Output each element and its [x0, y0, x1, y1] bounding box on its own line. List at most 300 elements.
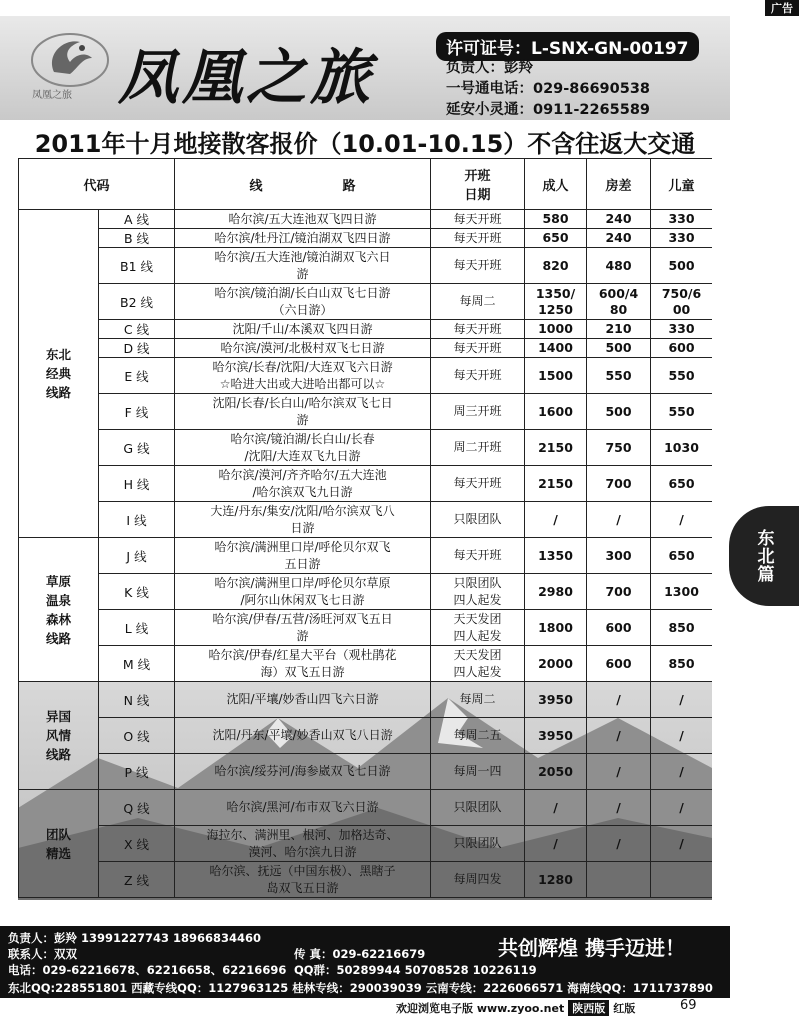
- schedule: [431, 646, 525, 682]
- cell-line: 00: [672, 301, 691, 317]
- edition-text: 红版: [613, 1002, 636, 1015]
- cell-line: 每周二五: [453, 728, 502, 742]
- cell-line: 游: [296, 266, 309, 281]
- cell-line: 只限团队: [453, 836, 502, 850]
- child-price: [651, 430, 712, 466]
- schedule: [431, 610, 525, 646]
- schedule: [431, 502, 525, 538]
- schedule: [431, 430, 525, 466]
- table-row: [19, 574, 713, 610]
- header-route: 线 路: [175, 159, 431, 210]
- route-name: [175, 502, 431, 538]
- table-row: [19, 466, 713, 502]
- route-name: [175, 229, 431, 248]
- schedule: [431, 284, 525, 320]
- table-row: [19, 682, 713, 718]
- cell-line: 550: [605, 367, 632, 383]
- line-code: P 线: [99, 754, 175, 790]
- route-name: [175, 790, 431, 826]
- cell-line: 600/4: [598, 285, 639, 301]
- table-row: [19, 358, 713, 394]
- child-price: [651, 284, 712, 320]
- cell-line: 线路: [45, 630, 71, 646]
- cell-line: ☆哈进大出或大进哈出都可以☆: [219, 376, 386, 391]
- cell-line: 480: [605, 257, 632, 273]
- table-row: [19, 646, 713, 682]
- route-name: [175, 610, 431, 646]
- room-diff: [587, 682, 651, 718]
- cell-line: 1400: [538, 340, 573, 355]
- room-diff: [587, 210, 651, 229]
- line-code: M 线: [99, 646, 175, 682]
- schedule: [431, 320, 525, 339]
- cell-line: 每周二: [459, 294, 496, 308]
- line-code: N 线: [99, 682, 175, 718]
- schedule: [431, 358, 525, 394]
- room-diff: [587, 538, 651, 574]
- cell-line: 600: [605, 655, 632, 671]
- line-code: H 线: [99, 466, 175, 502]
- cell-line: 海）双飞五日游: [260, 664, 345, 679]
- child-price: [651, 826, 712, 862]
- cell-line: 东北: [45, 347, 71, 362]
- room-diff: [587, 826, 651, 862]
- line-code: C 线: [99, 320, 175, 339]
- adult-price: [525, 339, 587, 358]
- cell-line: /: [553, 511, 558, 527]
- route-name: [175, 394, 431, 430]
- cell-line: 750/6: [661, 285, 702, 301]
- child-price: [651, 718, 712, 754]
- contact-manager: 负责人：彭羚: [446, 60, 533, 76]
- cell-line: 线路: [45, 385, 71, 400]
- cell-line: 500: [605, 403, 632, 419]
- adult-price: [525, 466, 587, 502]
- header-schedule: 开班 日期: [431, 159, 525, 210]
- schedule: [431, 826, 525, 862]
- footer-phones: 电话：029-62216678、62216658、62216696: [8, 963, 287, 977]
- cell-line: 只限团队: [453, 800, 502, 814]
- cell-line: 沈阳/长春/长白山/哈尔滨双飞七日: [212, 395, 393, 410]
- adult-price: [525, 210, 587, 229]
- price-table: [18, 158, 712, 898]
- adult-price: [525, 862, 587, 898]
- cell-line: 哈尔滨/满洲里口岸/呼伦贝尔双飞: [214, 539, 391, 554]
- adult-price: [525, 394, 587, 430]
- route-name: [175, 430, 431, 466]
- table-row: [19, 790, 713, 826]
- schedule: [431, 790, 525, 826]
- child-price: [651, 466, 712, 502]
- brand-title: 凤凰之旅: [118, 43, 374, 113]
- cell-line: 1600: [538, 403, 573, 419]
- schedule: [431, 210, 525, 229]
- cell-line: 3950: [538, 691, 573, 707]
- route-name: [175, 826, 431, 862]
- adult-price: [525, 682, 587, 718]
- cell-line: 四人起发: [453, 592, 502, 607]
- cell-line: 550: [668, 403, 695, 419]
- table-row: [19, 320, 713, 339]
- cell-line: 每天开班: [453, 211, 502, 226]
- cell-line: /: [679, 691, 684, 707]
- cell-line: 周二开班: [453, 440, 502, 454]
- schedule: [431, 339, 525, 358]
- footer-contact: 联系人：双双: [8, 947, 77, 961]
- cell-line: 210: [605, 321, 632, 336]
- footer-qq-lines: 东北QQ:228551801 西藏专线QQ：1127963125 桂林专线：290039039 云南专线：2226066571 海南线QQ：1711737890: [8, 981, 713, 995]
- cell-line: 哈尔滨/镜泊湖/长白山/长春: [230, 431, 375, 446]
- cell-line: 草原: [45, 573, 71, 589]
- cell-line: 线路: [45, 747, 71, 762]
- cell-line: /: [616, 799, 621, 815]
- child-price: [651, 210, 712, 229]
- table-row: [19, 339, 713, 358]
- cell-line: /哈尔滨双飞九日游: [252, 484, 353, 499]
- cell-line: 哈尔滨/黑河/布市双飞六日游: [226, 800, 379, 814]
- cell-line: 森林: [45, 611, 71, 627]
- cell-line: 2000: [538, 655, 573, 671]
- route-group: [19, 538, 99, 682]
- cell-line: 五日游: [284, 556, 321, 571]
- cell-line: 只限团队: [453, 575, 502, 590]
- cell-line: 1800: [538, 619, 573, 635]
- cell-line: 650: [668, 475, 695, 491]
- cell-line: 330: [668, 230, 695, 245]
- room-diff: [587, 229, 651, 248]
- cell-line: 哈尔滨/漠河/北极村双飞七日游: [220, 340, 385, 355]
- phoenix-logo-icon: [24, 24, 116, 112]
- route-name: [175, 538, 431, 574]
- ad-tag: 广告: [765, 0, 799, 16]
- room-diff: [587, 646, 651, 682]
- cell-line: /: [616, 727, 621, 743]
- line-code: O 线: [99, 718, 175, 754]
- schedule: [431, 862, 525, 898]
- contact-yanan: 延安小灵通：0911-2265589: [446, 102, 650, 118]
- line-code: J 线: [99, 538, 175, 574]
- header: [0, 16, 730, 120]
- line-code: F 线: [99, 394, 175, 430]
- cell-line: 1280: [538, 871, 573, 887]
- page-number: 69: [680, 998, 697, 1013]
- route-name: [175, 358, 431, 394]
- table-row: [19, 394, 713, 430]
- child-price: [651, 538, 712, 574]
- cell-line: 岛双飞五日游: [266, 880, 339, 895]
- cell-line: /沈阳/大连双飞九日游: [244, 448, 361, 463]
- cell-line: /: [679, 511, 684, 527]
- table-row: [19, 538, 713, 574]
- cell-line: 哈尔滨/镜泊湖/长白山双飞七日游: [214, 285, 391, 300]
- adult-price: [525, 826, 587, 862]
- child-price: [651, 862, 712, 898]
- room-diff: [587, 790, 651, 826]
- table-row: [19, 754, 713, 790]
- schedule: [431, 682, 525, 718]
- cell-line: 600: [668, 340, 695, 355]
- table-row: [19, 229, 713, 248]
- table-row: [19, 862, 713, 898]
- child-price: [651, 574, 712, 610]
- cell-line: 哈尔滨/五大连池/镜泊湖双飞六日: [214, 249, 391, 264]
- adult-price: [525, 754, 587, 790]
- cell-line: 哈尔滨、抚远（中国东极）、黑瞎子: [209, 863, 396, 878]
- room-diff: [587, 574, 651, 610]
- table-row: [19, 210, 713, 229]
- route-name: [175, 574, 431, 610]
- cell-line: 650: [542, 230, 569, 245]
- footer-qq-group: QQ群：50289944 50708528 10226119: [294, 963, 537, 977]
- cell-line: /: [553, 799, 558, 815]
- cell-line: /: [616, 835, 621, 851]
- cell-line: 哈尔滨/绥芬河/海参崴双飞七日游: [214, 764, 391, 778]
- table-row: [19, 284, 713, 320]
- cell-line: 1000: [538, 321, 573, 336]
- cell-line: 1030: [664, 439, 699, 455]
- route-group: [19, 210, 99, 538]
- child-price: [651, 502, 712, 538]
- line-code: B2 线: [99, 284, 175, 320]
- room-diff: [587, 718, 651, 754]
- cell-line: 沈阳/平壤/妙香山四飞六日游: [226, 692, 379, 706]
- route-name: [175, 320, 431, 339]
- table-row: [19, 610, 713, 646]
- schedule: [431, 718, 525, 754]
- cell-line: 哈尔滨/长春/沈阳/大连双飞六日游: [212, 359, 393, 374]
- schedule: [431, 754, 525, 790]
- footer-slogan: 共创辉煌 携手迈进！: [498, 936, 685, 960]
- cell-line: /: [553, 835, 558, 851]
- cell-line: 经典: [45, 366, 71, 381]
- room-diff: [587, 502, 651, 538]
- license-number: 许可证号：L-SNX-GN-00197: [436, 32, 699, 61]
- line-code: D 线: [99, 339, 175, 358]
- cell-line: 240: [605, 211, 632, 226]
- cell-line: 每天开班: [453, 368, 502, 382]
- room-diff: [587, 862, 651, 898]
- adult-price: [525, 248, 587, 284]
- room-diff: [587, 466, 651, 502]
- cell-line: 600: [605, 619, 632, 635]
- room-diff: [587, 394, 651, 430]
- footer-fax: 传 真：029-62216679: [294, 947, 426, 961]
- cell-line: 四人起发: [453, 664, 502, 679]
- page-title: 2011年十月地接散客报价（10.01-10.15）不含往返大交通: [34, 130, 696, 158]
- cell-line: 2980: [538, 583, 573, 599]
- route-name: [175, 682, 431, 718]
- header-room: 房差: [587, 159, 651, 210]
- cell-line: 700: [605, 475, 632, 491]
- adult-price: [525, 610, 587, 646]
- cell-line: /阿尔山休闲双飞七日游: [240, 592, 365, 607]
- schedule: [431, 466, 525, 502]
- line-code: E 线: [99, 358, 175, 394]
- cell-line: 2050: [538, 763, 573, 779]
- adult-price: [525, 284, 587, 320]
- cell-line: 日游: [290, 520, 315, 535]
- cell-line: 2150: [538, 475, 573, 491]
- cell-line: 1350/: [535, 285, 576, 301]
- cell-line: 异国: [45, 709, 71, 724]
- line-code: L 线: [99, 610, 175, 646]
- child-price: [651, 229, 712, 248]
- schedule: [431, 248, 525, 284]
- adult-price: [525, 229, 587, 248]
- adult-price: [525, 502, 587, 538]
- line-code: B1 线: [99, 248, 175, 284]
- cell-line: /: [616, 763, 621, 779]
- cell-line: 游: [296, 628, 309, 643]
- adult-price: [525, 320, 587, 339]
- cell-line: 温泉: [45, 592, 71, 608]
- browse-text: 欢迎浏览电子版 www.zyoo.net: [396, 1002, 565, 1015]
- cell-line: 330: [668, 321, 695, 336]
- child-price: [651, 754, 712, 790]
- line-code: G 线: [99, 430, 175, 466]
- footer: [0, 926, 730, 998]
- cell-line: 750: [605, 439, 632, 455]
- table-row: [19, 248, 713, 284]
- cell-line: /: [616, 691, 621, 707]
- table-row: [19, 430, 713, 466]
- cell-line: 哈尔滨/牡丹江/镜泊湖双飞四日游: [214, 230, 391, 245]
- cell-line: 天天发团: [453, 611, 502, 626]
- cell-line: 每天开班: [453, 548, 502, 562]
- cell-line: 天天发团: [453, 647, 502, 662]
- table-row: [19, 502, 713, 538]
- header-code: 代码: [19, 159, 175, 210]
- cell-line: 580: [542, 211, 569, 226]
- child-price: [651, 682, 712, 718]
- cell-line: 550: [668, 367, 695, 383]
- child-price: [651, 394, 712, 430]
- cell-line: 每周一四: [453, 764, 502, 778]
- line-code: X 线: [99, 826, 175, 862]
- cell-line: 每天开班: [453, 230, 502, 245]
- child-price: [651, 248, 712, 284]
- cell-line: 哈尔滨/五大连池双飞四日游: [228, 211, 377, 226]
- room-diff: [587, 754, 651, 790]
- route-group: [19, 682, 99, 790]
- route-name: [175, 646, 431, 682]
- route-name: [175, 754, 431, 790]
- child-price: [651, 358, 712, 394]
- cell-line: 精选: [45, 845, 71, 861]
- cell-line: 四人起发: [453, 628, 502, 643]
- cell-line: 只限团队: [453, 512, 502, 526]
- line-code: Q 线: [99, 790, 175, 826]
- bottom-line: [396, 1000, 635, 1016]
- cell-line: 每周四发: [453, 872, 502, 886]
- child-price: [651, 790, 712, 826]
- adult-price: [525, 358, 587, 394]
- cell-line: /: [679, 727, 684, 743]
- child-price: [651, 320, 712, 339]
- cell-line: 哈尔滨/漠河/齐齐哈尔/五大连池: [218, 467, 387, 482]
- route-name: [175, 466, 431, 502]
- cell-line: 850: [668, 619, 695, 635]
- cell-line: 2150: [538, 439, 573, 455]
- adult-price: [525, 718, 587, 754]
- cell-line: 330: [668, 211, 695, 226]
- cell-line: 哈尔滨/伊春/五营/汤旺河双飞五日: [212, 611, 393, 626]
- cell-line: 850: [668, 655, 695, 671]
- adult-price: [525, 538, 587, 574]
- cell-line: /: [616, 511, 621, 527]
- header-adult: 成人: [525, 159, 587, 210]
- cell-line: 3950: [538, 727, 573, 743]
- cell-line: 240: [605, 230, 632, 245]
- cell-line: 风情: [45, 728, 71, 743]
- cell-line: 每天开班: [453, 340, 502, 355]
- line-code: B 线: [99, 229, 175, 248]
- route-name: [175, 339, 431, 358]
- cell-line: 每天开班: [453, 476, 502, 490]
- route-name: [175, 210, 431, 229]
- side-tab-northeast: 东北篇: [729, 506, 799, 606]
- line-code: K 线: [99, 574, 175, 610]
- table-row: [19, 826, 713, 862]
- edition-badge: 陕西版: [568, 1000, 609, 1016]
- schedule: [431, 229, 525, 248]
- child-price: [651, 646, 712, 682]
- cell-line: 哈尔滨/伊春/红星大平台（观杜鹃花: [208, 647, 397, 662]
- schedule: [431, 538, 525, 574]
- route-name: [175, 862, 431, 898]
- cell-line: 大连/丹东/集安/沈阳/哈尔滨双飞八: [210, 503, 395, 518]
- footer-manager: 负责人：彭羚 13991227743 18966834460: [8, 931, 262, 945]
- room-diff: [587, 610, 651, 646]
- cell-line: 每天开班: [453, 258, 502, 272]
- child-price: [651, 610, 712, 646]
- room-diff: [587, 358, 651, 394]
- cell-line: /: [679, 763, 684, 779]
- cell-line: /: [679, 799, 684, 815]
- cell-line: 沈阳/丹东/平壤/妙香山双飞八日游: [212, 728, 393, 742]
- cell-line: 500: [605, 340, 632, 355]
- cell-line: 哈尔滨/满洲里口岸/呼伦贝尔草原: [214, 575, 391, 590]
- cell-line: 80: [609, 301, 628, 317]
- schedule: [431, 574, 525, 610]
- cell-line: 1350: [538, 547, 573, 563]
- room-diff: [587, 284, 651, 320]
- cell-line: 海拉尔、满洲里、根河、加格达奇、: [206, 827, 399, 842]
- adult-price: [525, 574, 587, 610]
- cell-line: 500: [668, 257, 695, 273]
- route-name: [175, 248, 431, 284]
- line-code: A 线: [99, 210, 175, 229]
- logo-caption: 凤凰之旅: [32, 90, 72, 101]
- table-row: [19, 718, 713, 754]
- cell-line: 沈阳/千山/本溪双飞四日游: [232, 321, 373, 336]
- room-diff: [587, 339, 651, 358]
- cell-line: 650: [668, 547, 695, 563]
- cell-line: 1250: [538, 301, 573, 317]
- header-child: 儿童: [651, 159, 712, 210]
- adult-price: [525, 790, 587, 826]
- line-code: I 线: [99, 502, 175, 538]
- price-table-wrap: [18, 158, 712, 900]
- schedule: [431, 394, 525, 430]
- cell-line: 团队: [45, 826, 71, 842]
- cell-line: 游: [296, 412, 309, 427]
- cell-line: 漠河、哈尔滨九日游: [248, 844, 357, 859]
- route-group: [19, 790, 99, 898]
- cell-line: （六日游）: [272, 302, 333, 317]
- cell-line: 周三开班: [453, 404, 502, 418]
- cell-line: 820: [542, 257, 569, 273]
